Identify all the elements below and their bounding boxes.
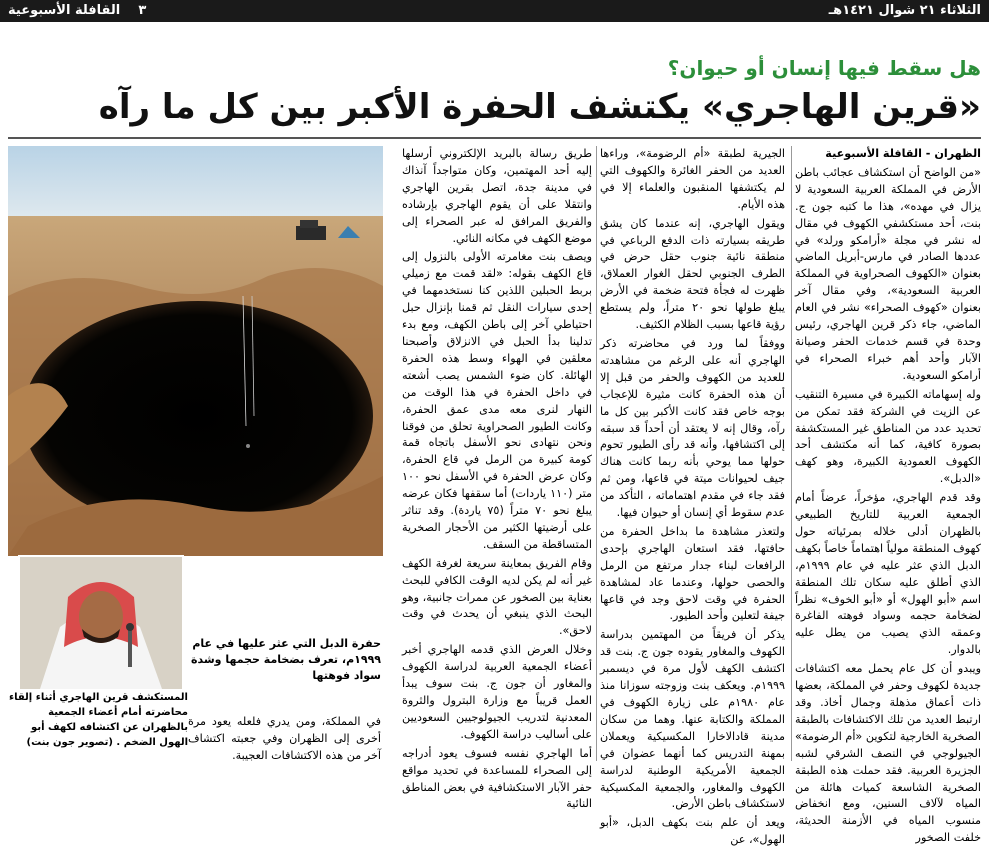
paragraph: وخلال العرض الذي قدمه الهاجري أخبر أعضاء الجمعية العربية لدراسة الكهوف والمغاور أن جون ج. بنت سوف يبدأ العمل قريباً مع وزارة البترول والثروة المعدنية لتدريب الجيولوجيين السعوديين على أساليب دراسة الكهوف. <box>402 643 592 741</box>
speaker-portrait-photo <box>18 555 184 691</box>
dateline: الظهران - القافلة الأسبوعية <box>825 147 981 160</box>
paragraph: في المملكة، ومن يدري فلعله يعود مرة أخرى إلى الظهران وفي جعبته اكتشاف آخر من هذه الاكتشافات العجيبة. <box>188 715 381 762</box>
column-divider <box>596 146 597 761</box>
page-number: ٣ <box>138 3 147 18</box>
portrait-caption: المستكشف قرين الهاجري أثناء إلقاء محاضرته أمام أعضاء الجمعية بالظهران عن اكتشافه لكهف أبو الهول الضخم . (تصوير جون بنت) <box>8 692 188 748</box>
paragraph: ويبدو أن كل عام يحمل معه اكتشافات جديدة لكهوف وحفر في المملكة، بعضها ذات أعماق مذهلة وجمال أخاذ. وقد ارتبط العديد من تلك الاكتشافات بالطبقة الصخرية الخارجية لتكوين «أم الرضومة» الجيولوجي في النصف الشرقي لشبه الجزيرة العربية. فقد حملت هذه الطبقة الصخرية الشاسعة كميات هائلة من المياه لآلاف السنين، ومع انخفاض منسوب المياه في الأزمنة الحديثة، خلفت الصخور <box>795 662 981 845</box>
paragraph: طريق رسالة بالبريد الإلكتروني أرسلها إليه أحد المهتمين، وكان متواجداً آنذاك في مدينة جدة، اتصل بقرين الهاجري وانتقلا على أن يقوم الهاجري بإرشاده والفريق المرافق له عبر الصحراء إلى موضع الكهف في مكانه النائي. <box>402 147 592 245</box>
paragraph: ويعد أن علم بنت بكهف الدبل، «أبو الهول»، عن <box>600 816 785 847</box>
paragraph: وله إسهاماته الكبيرة في مسيرة التنقيب عن الزيت في الشركة فقد تمكن من تحديد عدد من المناطق غير المستكشفة بصورة كافية، كما أنه مكتشف أحد الكهوف العمودية الكبيرة، وهو كهف «الدبل». <box>795 387 981 486</box>
paragraph: وقام الفريق بمعاينة سريعة لغرفة الكهف غير أنه لم يكن لديه الوقت الكافي للبحث بعناية بين الصخور عن ممرات جانبية، وهو البحث الذي ينبغي أن يحدث في وقت لاحق». <box>402 556 592 638</box>
paragraph: ولتعذر مشاهدة ما بداخل الحفرة من حافتها، فقد استعان الهاجري بإحدى الرافعات لبناء جدار مرتفع من الرمل والحصى حولها، وعندما عاد لمشاهدة الحفرة في وقت لاحق وجد في قاعها جيفة لتعلين وأحد الطيور. <box>600 524 785 623</box>
issue-date: الثلاثاء ٢١ شوال ١٤٢١هـ <box>828 3 981 18</box>
paragraph: يذكر أن فريقاً من المهتمين بدراسة الكهوف والمغاور يقوده جون ج. بنت قد اكتشف الكهف لأول مرة في ديسمبر ١٩٩٩م. ويعكف بنت وزوجته سوزانا منذ عام ١٩٨٠م على زيارة الكهوف في المملكة والكتابة عنها. وهما من سكان مدينة قادالاخارا المكسيكية ويعملان بمهنة التدريس كما أنهما عضوان في الجمعية الأمريكية الوطنية لدراسة الكهوف والمغاور، والجمعية المكسيكية لاستكشاف باطن الأرض. <box>600 628 785 811</box>
publication-name: القافلة الأسبوعية <box>8 3 121 18</box>
article-kicker: هل سقط فيها إنسان أو حيوان؟ <box>667 56 981 80</box>
paragraph: الجيرية لطبقة «أم الرضومة»، وراءها العديد من الحفر الغائرة والكهوف التي لم يكتشفها المنقبون والعلماء إلا في هذه الأيام. <box>600 147 785 211</box>
photo-caption: حفرة الدبل التي عثر عليها في عام ١٩٩٩م، تعرف بضخامة حجمها وشدة سواد فوهتها <box>190 637 381 682</box>
article-column-3 <box>402 146 592 811</box>
article-column-1 <box>795 146 981 845</box>
cave-sinkhole-photo <box>8 146 383 556</box>
paragraph: وقد قدم الهاجري، مؤخراً، عرضاً أمام الجمعية العربية للتاريخ الطبيعي بالظهران أدلى خلاله بمرئياته حول كهوف المنطقة مولياً اهتماماً خاصاً بكهف الدبل الذي عثر عليه في عام ١٩٩٩م، الذي أطلق عليه سكان تلك المنطقة اسم «أبو الهول» أو «أبو الخوف» نظراً لضخامة حجمه وسواد فوهته الفاغرة وعمقه الذي يصيب من يطل عليه بالدوار. <box>795 491 981 657</box>
article-headline: «قرين الهاجري» يكتشف الحفرة الأكبر بين كل ما رآه <box>98 87 981 127</box>
paragraph: ويقول الهاجري، إنه عندما كان يشق طريقه بسيارته ذات الدفع الرباعي في منطقة نائية جنوب حقل حرض في الطرف الجنوبي لحقل الغوار العملاق، ظهرت له فجأة فتحة ضخمة في الأرض يبلغ طولها نحو ٢٠ متراً، ولم يستطع رؤية قاعها بسبب الظلام الكثيف. <box>600 216 785 332</box>
article-column-2 <box>600 146 785 847</box>
headline-rule <box>8 137 981 139</box>
paragraph: أما الهاجري نفسه فسوف يعود أدراجه إلى الصحراء للمساعدة في تحديد مواقع حفر الآبار الاستكشافية في بعض المناطق النائية <box>402 746 592 811</box>
article-column-4 <box>188 714 381 764</box>
paragraph: ويصف بنت مغامرته الأولى بالنزول إلى قاع الكهف بقوله: «لقد قمت مع زميلي بربط الحبلين اللذين كنا نستخدمهما في إحدى سيارات النقل ثم قمنا بإنزال حبل احتياطي آخر إلى باطن الكهف، ومع بدء تدلينا بدأ الحبل في الانزلاق وأصبحنا معلقين في الهواء وسط هذه الحفرة الهائلة. كان ضوء الشمس يصب أشعته في داخل الحفرة في هذا الوقت من النهار لنرى معه مدى عمق الحفرة، وكانت الطيور الصحراوية تحلق من فوقنا ونحن نتهادى نحو الأسفل باتجاه قمة كومة كبيرة من الرمل في قاع الحفرة، وكان عرض الحفرة في الأسفل نحو ١٠٠ متر (١١٠ ياردات) أما سقفها فكان عرضه يبلغ نحو ٧٠ متراً (٧٥ ياردة). وقد تناثر على أرضيتها الكثير من الأحجار الصخرية المتساقطة من السقف. <box>402 250 592 551</box>
publication-and-page <box>8 3 146 18</box>
column-divider <box>791 146 792 761</box>
paragraph: «من الواضح أن استكشاف عجائب باطن الأرض في المملكة العربية السعودية لا يزال في مهده»، هذا ما كتبه جون ج. بنت، أحد مستكشفي الكهوف في مقال له نشر في مجلة «أرامكو ورلد» في عددها الصادر في مارس-أبريل الماضي بعنوان «الكهوف الصحراوية في المملكة العربية السعودية»، وفي مقال آخر بعنوان «كهوف الصحراء» نشر في العام الماضي، جاء ذكر قرين الهاجري، رئيس وحدة في قسم خدمات الحفر وصيانة الآبار وأحد أهم خبراء الصحراء في أرامكو السعودية. <box>795 165 981 382</box>
page-header-bar <box>0 0 989 22</box>
paragraph: ووفقاً لما ورد في محاضرته ذكر الهاجري أنه على الرغم من مشاهدته للعديد من الكهوف والحفر من قبل إلا أن هذه الحفرة كانت مثيرة للإعجاب بوجه خاص فقد كانت الأكبر بين كل ما رآه، وقال إنه لا يعتقد أن أحداً قد سبقه إلى اكتشافها، وأنه قد رأى الطيور تحوم حولها مما يوحي بأنه ربما كانت هناك جيف لحيوانات ميتة في قاعها، ومن ثم فقد جاء في مقدم اهتماماته ، التأكد من عدم سقوط أي إنسان أو حيوان فيها. <box>600 336 785 520</box>
